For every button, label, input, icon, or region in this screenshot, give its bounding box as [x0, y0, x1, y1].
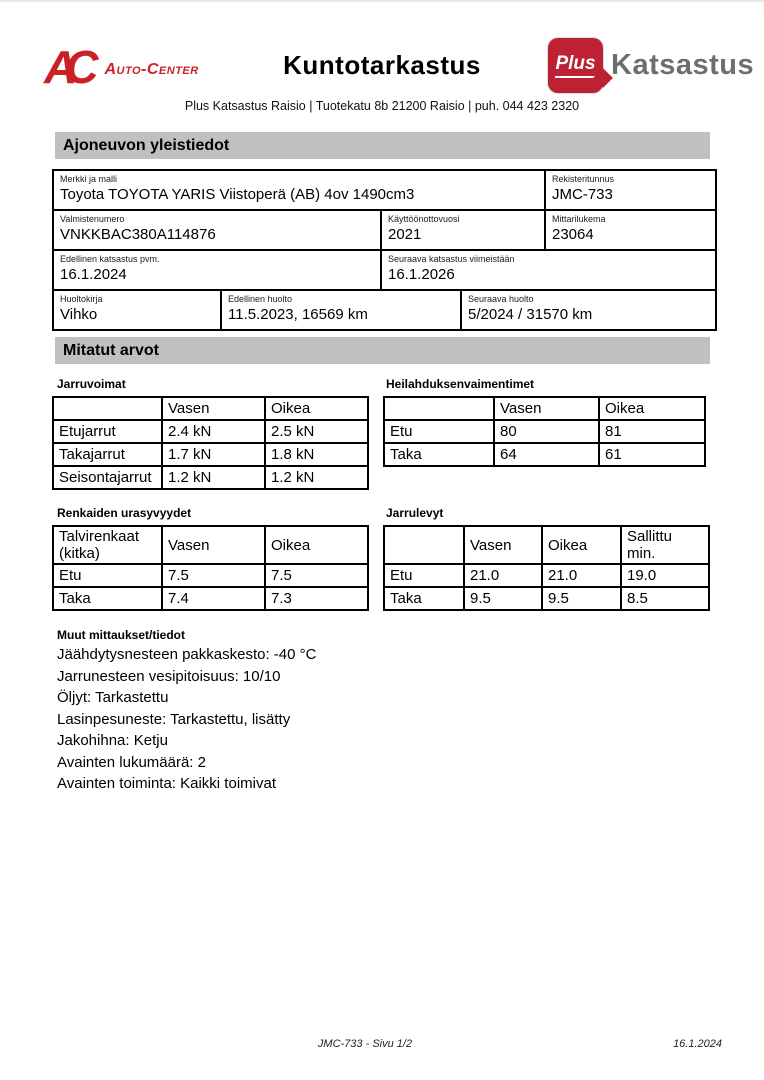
section-header-measured: Mitatut arvot: [55, 337, 710, 364]
field-label: Seuraava katsastus viimeistään: [388, 254, 515, 264]
shock-absorbers-title: Heilahduksenvaimentimet: [386, 377, 535, 391]
header-cell: Oikea: [265, 397, 368, 420]
header-cell: Oikea: [599, 397, 705, 420]
row-label: Taka: [384, 587, 464, 610]
field-label: Mittarilukema: [552, 214, 606, 224]
info-cell-next-service: [460, 291, 715, 329]
value-cell: 61: [599, 443, 705, 466]
shock-absorbers-table: [383, 396, 706, 467]
field-label: Edellinen katsastus pvm.: [60, 254, 160, 264]
table-row: [384, 587, 709, 610]
plus-katsastus-logo: [548, 38, 754, 93]
table-row: [53, 564, 368, 587]
info-cell-odometer: [544, 211, 715, 249]
table-header-row: [53, 526, 368, 564]
info-cell-previous-service: [220, 291, 460, 329]
info-cell-service-book: [54, 291, 220, 329]
brake-discs-table: [383, 525, 710, 611]
table-row: [53, 587, 368, 610]
value-cell: 19.0: [621, 564, 709, 587]
value-cell: 1.8 kN: [265, 443, 368, 466]
table-row: [384, 443, 705, 466]
field-label: Merkki ja malli: [60, 174, 118, 184]
table-row: [53, 466, 368, 489]
header-cell: Sallittu min.: [621, 526, 709, 564]
header-cell: Vasen: [162, 526, 265, 564]
row-label: Takajarrut: [53, 443, 162, 466]
value-cell: 7.3: [265, 587, 368, 610]
field-label: Edellinen huolto: [228, 294, 293, 304]
value-cell: 7.5: [162, 564, 265, 587]
brake-forces-title: Jarruvoimat: [57, 377, 126, 391]
table-header-row: [384, 397, 705, 420]
brake-forces-table: [52, 396, 369, 490]
header-cell: Vasen: [464, 526, 542, 564]
plus-logo-box: [548, 38, 603, 93]
table-row: [54, 209, 715, 249]
brake-discs-title: Jarrulevyt: [386, 506, 444, 520]
header-cell: [384, 526, 464, 564]
field-value: JMC-733: [552, 186, 613, 203]
value-cell: 7.4: [162, 587, 265, 610]
value-cell: 1.2 kN: [265, 466, 368, 489]
value-cell: 2.4 kN: [162, 420, 265, 443]
value-cell: 7.5: [265, 564, 368, 587]
field-value: 11.5.2023, 16569 km: [228, 306, 368, 323]
autocenter-logo-icon: AC: [44, 41, 87, 93]
field-value: 2021: [388, 226, 422, 243]
other-measurements: [57, 628, 477, 795]
field-value: 23064: [552, 226, 594, 243]
field-value: Vihko: [60, 306, 98, 323]
header-cell: Oikea: [265, 526, 368, 564]
info-cell-registration: [544, 171, 715, 209]
header-cell: Vasen: [162, 397, 265, 420]
info-cell-first-use-year: [380, 211, 544, 249]
station-address: Plus Katsastus Raisio | Tuotekatu 8b 21200 Raisio | puh. 044 423 2320: [184, 99, 580, 113]
measurement-line: Öljyt: Tarkastettu: [57, 689, 169, 706]
tyre-tread-title: Renkaiden urasyvyydet: [57, 506, 192, 520]
field-value: VNKKBAC380A114876: [60, 226, 216, 243]
plus-logo-text: Plus: [555, 53, 595, 78]
value-cell: 8.5: [621, 587, 709, 610]
row-label: Taka: [384, 443, 494, 466]
info-cell-previous-inspection: [54, 251, 380, 289]
field-label: Valmistenumero: [60, 214, 125, 224]
measurement-line: Jarrunesteen vesipitoisuus: 10/10: [57, 667, 281, 685]
value-cell: 1.2 kN: [162, 466, 265, 489]
info-cell-vin: [54, 211, 380, 249]
section-header-general: Ajoneuvon yleistiedot: [55, 132, 710, 159]
info-cell-next-inspection: [380, 251, 715, 289]
table-row: [384, 564, 709, 587]
measurement-line: Avainten toiminta: Kaikki toimivat: [57, 775, 276, 792]
header-cell: [384, 397, 494, 420]
value-cell: 64: [494, 443, 599, 466]
field-value: 16.1.2026: [388, 266, 455, 283]
value-cell: 21.0: [542, 564, 621, 587]
value-cell: 21.0: [464, 564, 542, 587]
table-row: [54, 289, 715, 329]
row-label: Etu: [53, 564, 162, 587]
field-label: Rekisteritunnus: [552, 174, 615, 184]
footer-date: 16.1.2024: [673, 1038, 722, 1050]
row-label: Etu: [384, 564, 464, 587]
header-cell: [53, 397, 162, 420]
table-row: [53, 420, 368, 443]
measurement-line: Jakohihna: Ketju: [57, 732, 168, 749]
footer-page-indicator: JMC-733 - Sivu 1/2: [317, 1038, 413, 1050]
table-row: [384, 420, 705, 443]
other-measurements-title: Muut mittaukset/tiedot: [57, 628, 185, 642]
field-label: Seuraava huolto: [468, 294, 534, 304]
info-cell-make-model: [54, 171, 544, 209]
field-value: Toyota TOYOTA YARIS Viistoperä (AB) 4ov 1490cm3: [60, 186, 415, 203]
table-row: [54, 249, 715, 289]
measurement-line: Avainten lukumäärä: 2: [57, 753, 206, 771]
value-cell: 1.7 kN: [162, 443, 265, 466]
row-label: Taka: [53, 587, 162, 610]
header-cell: Vasen: [494, 397, 599, 420]
field-label: Huoltokirja: [60, 294, 103, 304]
value-cell: 9.5: [464, 587, 542, 610]
header-cell: Talvirenkaat (kitka): [53, 526, 162, 564]
field-value: 16.1.2024: [60, 266, 127, 283]
header-cell: Oikea: [542, 526, 621, 564]
field-value: 5/2024 / 31570 km: [468, 306, 593, 323]
autocenter-logo-text: Auto-Center: [104, 61, 199, 78]
measurement-line: Jäähdytysnesteen pakkaskesto: -40 °C: [57, 646, 317, 663]
value-cell: 80: [494, 420, 599, 443]
table-header-row: [53, 397, 368, 420]
plus-logo-tail: [593, 68, 613, 88]
value-cell: 81: [599, 420, 705, 443]
row-label: Etu: [384, 420, 494, 443]
row-label: Etujarrut: [53, 420, 162, 443]
page-title: Kuntotarkastus: [283, 50, 481, 80]
value-cell: 2.5 kN: [265, 420, 368, 443]
table-header-row: [384, 526, 709, 564]
katsastus-logo-text: Katsastus: [611, 49, 755, 81]
measurement-line: Lasinpesuneste: Tarkastettu, lisätty: [57, 710, 291, 728]
row-label: Seisontajarrut: [53, 466, 162, 489]
table-row: [53, 443, 368, 466]
tyre-tread-table: [52, 525, 369, 611]
field-label: Käyttöönottovuosi: [388, 214, 460, 224]
table-row: [54, 171, 715, 209]
vehicle-info-table: [52, 169, 717, 331]
value-cell: 9.5: [542, 587, 621, 610]
